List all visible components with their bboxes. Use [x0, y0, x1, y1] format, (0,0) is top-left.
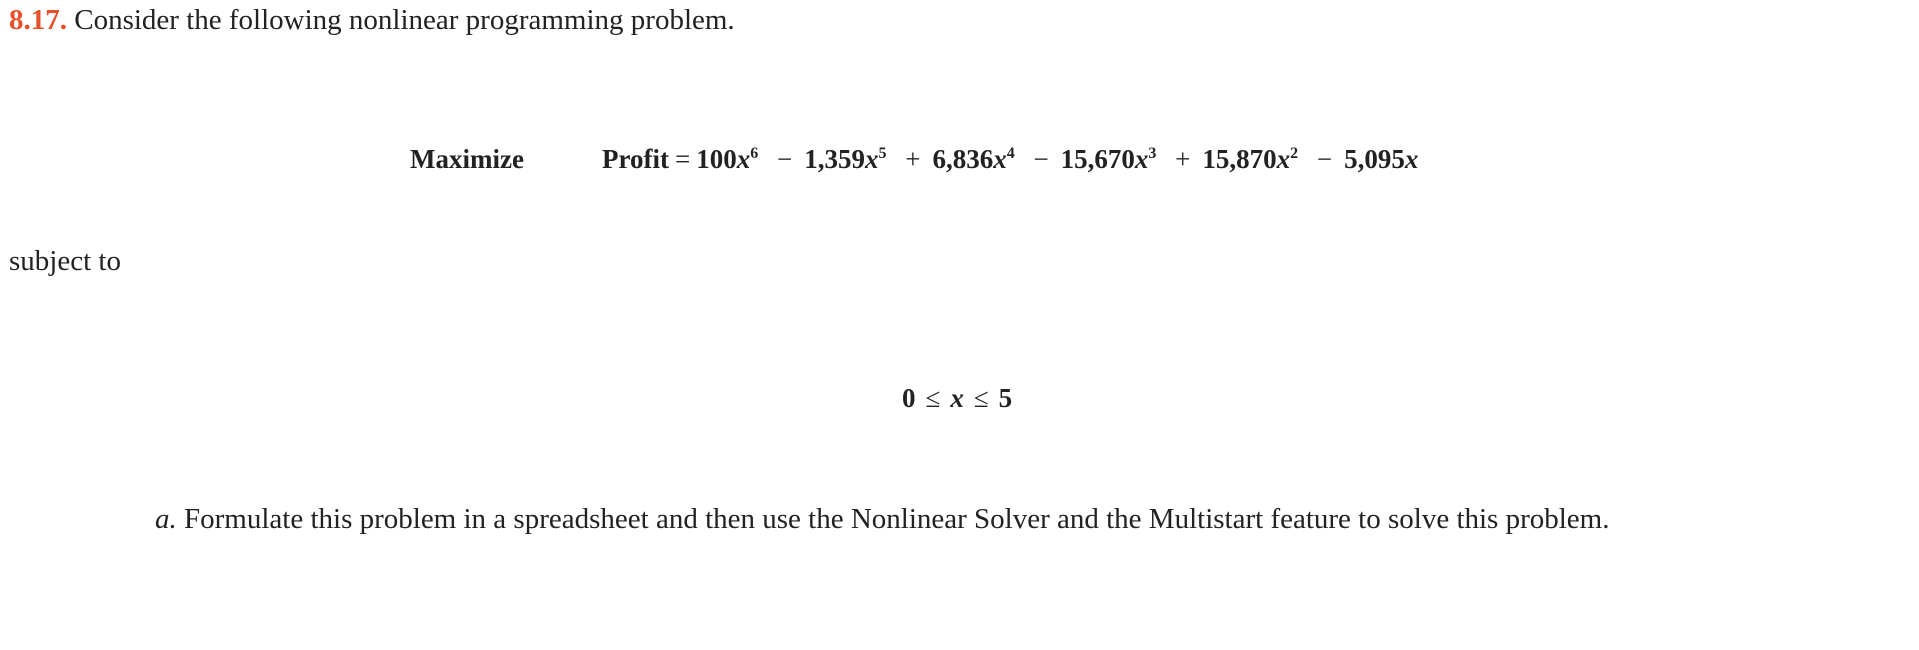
constraint-rel-1: ≤	[925, 383, 941, 413]
term-exp: 2	[1290, 145, 1299, 162]
term-var: x	[1276, 144, 1291, 174]
term-sign: −	[1033, 144, 1049, 174]
term-exp: 6	[750, 145, 759, 162]
term-coef: 100	[696, 144, 737, 174]
term-var: x	[1134, 144, 1149, 174]
problem-header	[9, 4, 735, 37]
term-sign: −	[776, 144, 793, 174]
constraint-rel-2: ≤	[973, 383, 989, 413]
constraint-lower: 0	[902, 383, 916, 413]
subject-to-label: subject to	[9, 245, 121, 277]
part-a-label: a.	[155, 503, 177, 535]
constraint-var: x	[950, 383, 964, 413]
term-exp: 4	[1006, 145, 1015, 162]
term-coef: 6,836	[932, 144, 994, 174]
problem-intro: Consider the following nonlinear programming problem.	[74, 4, 735, 36]
objective-label: Maximize	[410, 144, 524, 174]
term-sign: +	[905, 144, 921, 174]
term-exp: 3	[1148, 145, 1157, 162]
term-var: x	[736, 144, 751, 174]
term-var: x	[864, 144, 879, 174]
term-var: x	[993, 144, 1007, 174]
objective-lhs: Profit	[602, 144, 669, 174]
term-sign: +	[1175, 144, 1191, 174]
term-sign: −	[1316, 144, 1333, 174]
equals-sign: =	[674, 144, 691, 174]
term-coef: 5,095	[1344, 144, 1405, 174]
term-exp: 5	[878, 145, 887, 162]
part-a-text: Formulate this problem in a spreadsheet and then use the Nonlinear Solver and the Multistart feature to solve this problem.	[184, 503, 1610, 535]
term-coef: 1,359	[804, 144, 865, 174]
problem-number: 8.17.	[9, 4, 67, 36]
term-coef: 15,670	[1060, 144, 1135, 174]
objective-expression	[602, 144, 1418, 175]
constraint	[902, 383, 1012, 414]
term-var: x	[1404, 144, 1419, 174]
part-a	[155, 503, 1610, 536]
term-coef: 15,870	[1202, 144, 1277, 174]
constraint-upper: 5	[998, 383, 1013, 413]
